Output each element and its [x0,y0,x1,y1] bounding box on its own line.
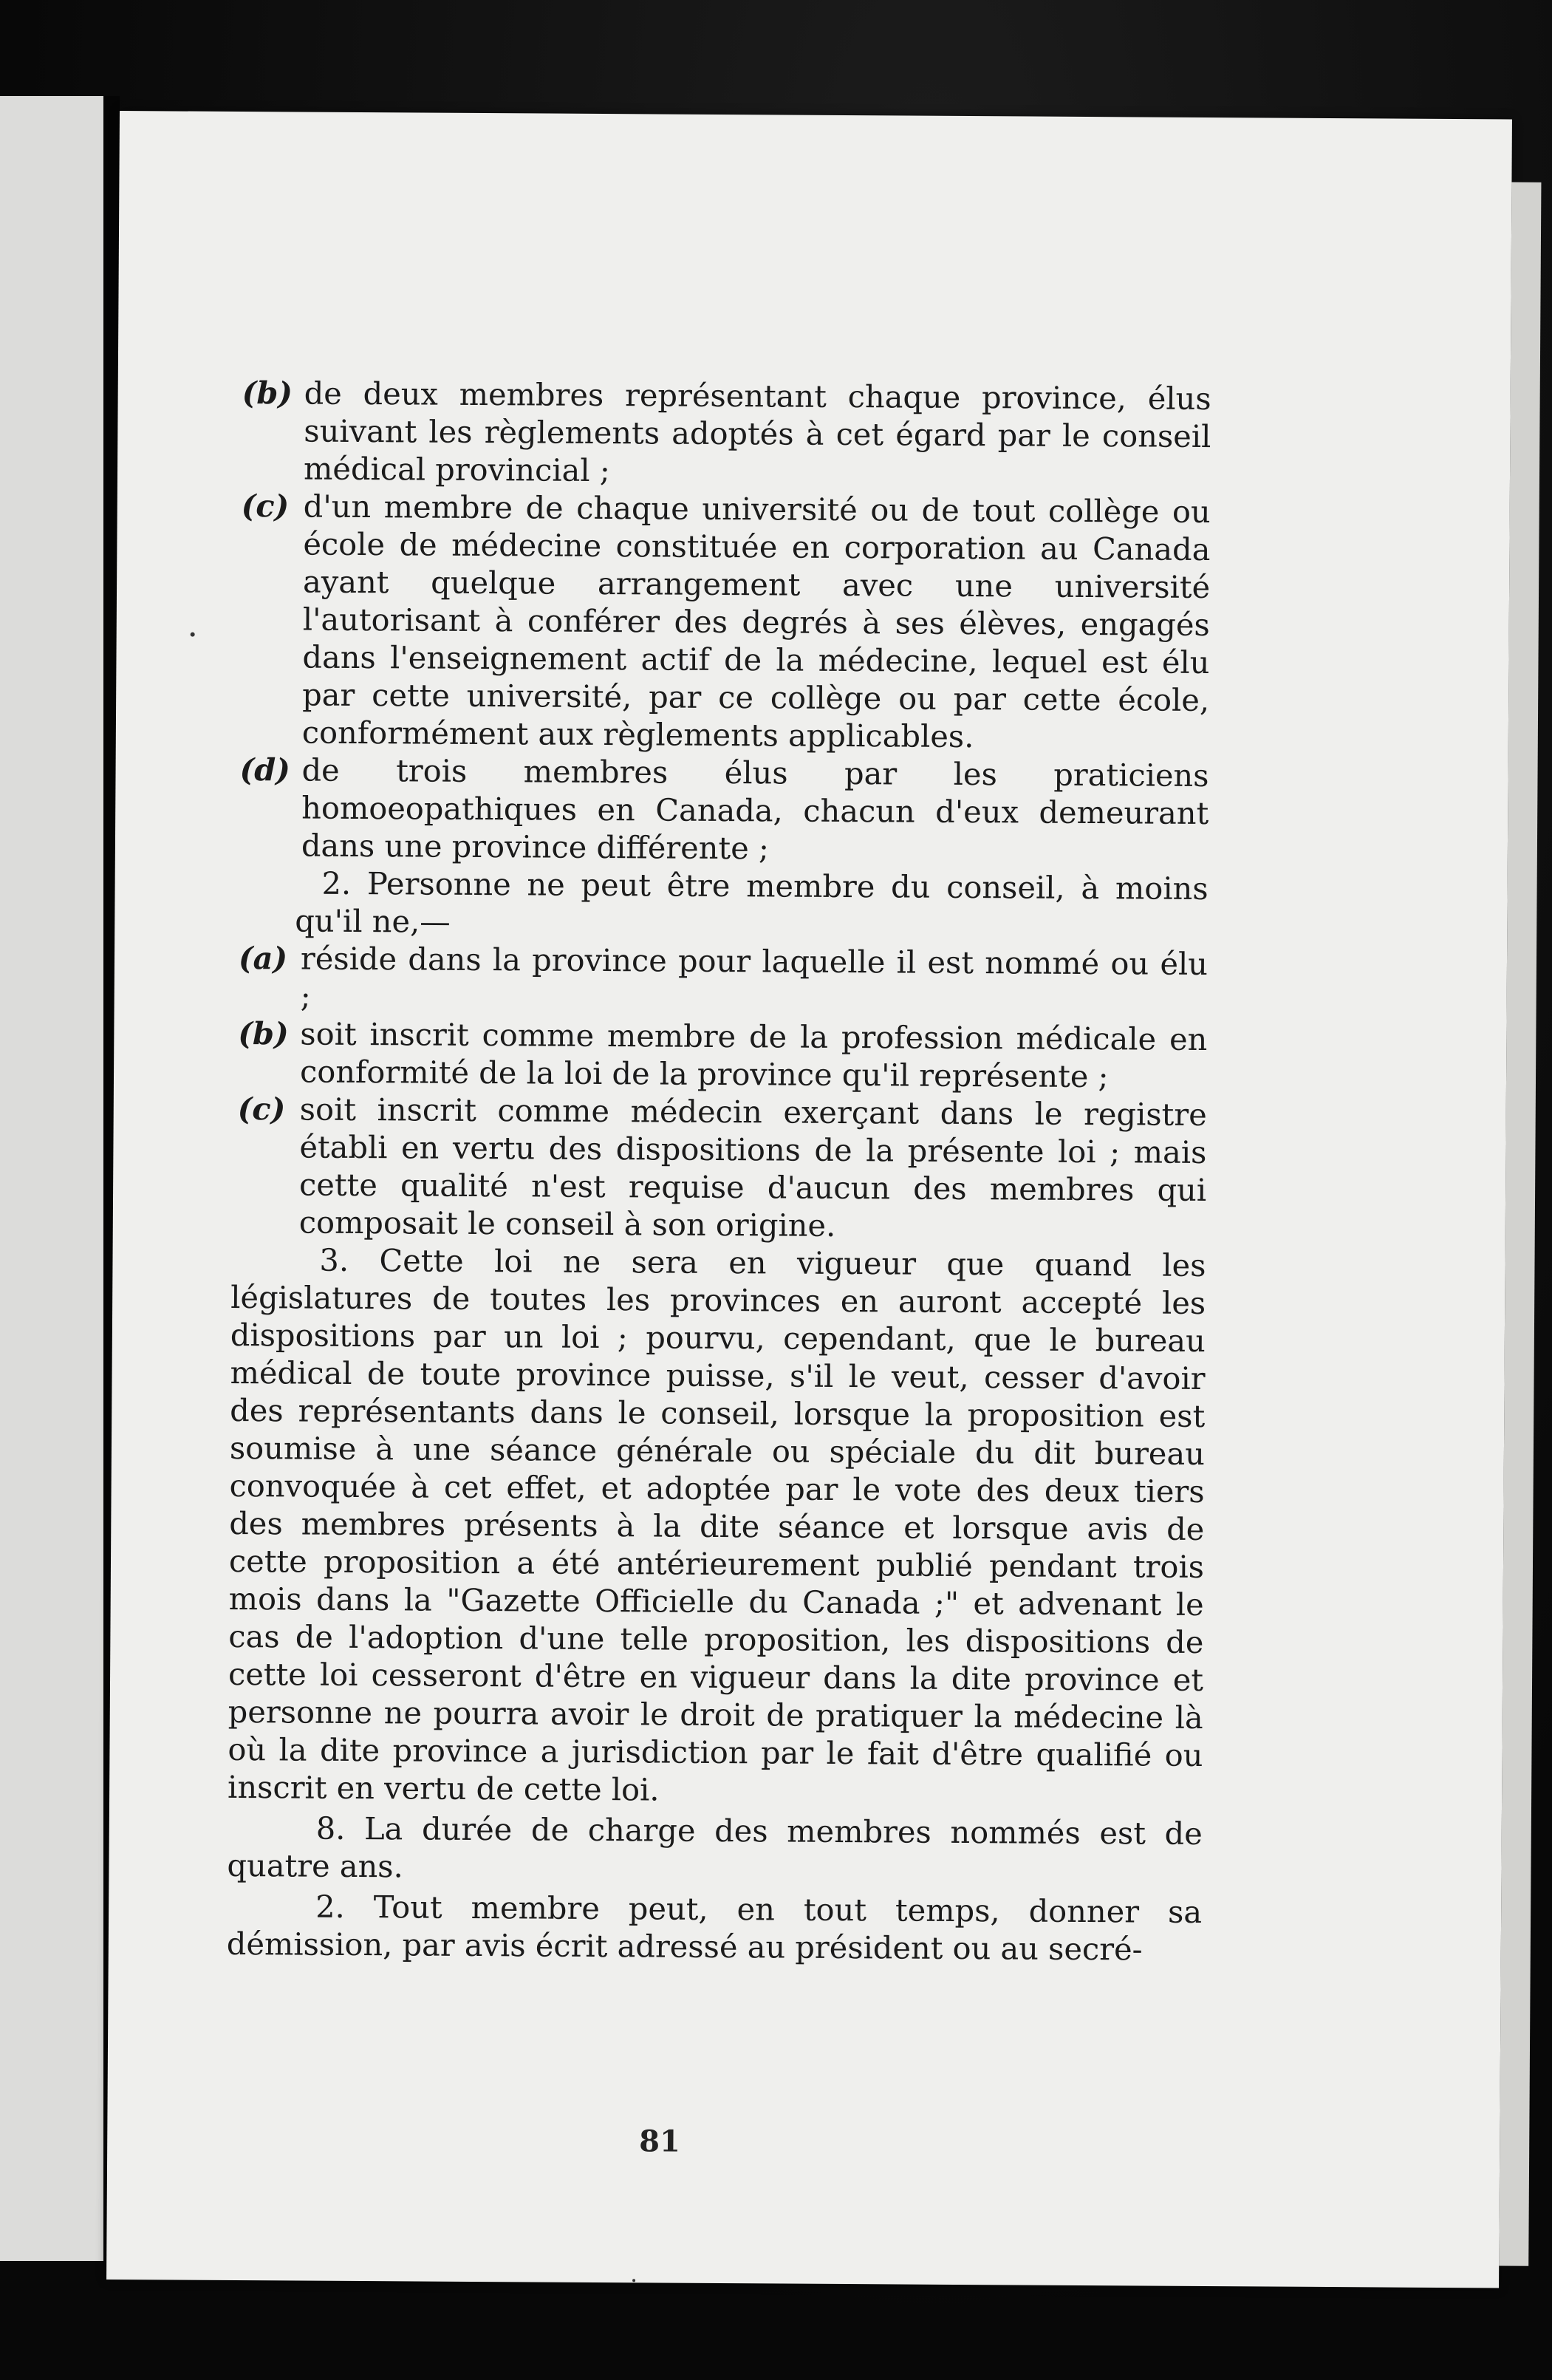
clause-c-university [234,487,1211,757]
clause-label: (d) [239,751,291,788]
clause-b-registration [232,1015,1208,1096]
section-8-2-resignation: 2. Tout membre peut, en tout temps, donner sa démission, par avis écrit adressé au président ou au secré- [226,1888,1203,1968]
clause-label: (c) [241,488,290,525]
clause-label: (b) [242,375,293,412]
clause-label: (a) [238,940,288,977]
document-page [106,111,1512,2288]
section-8-term: 8. La durée de charge des membres nommés est de quatre ans. [227,1810,1203,1885]
facing-page-edge [0,96,103,2261]
clause-a-residence [233,939,1209,1020]
clause-d-homoeopaths [233,751,1209,870]
scan-speck [632,2279,635,2282]
section-3-effective-date: 3. Cette loi ne sera en vigueur que quand les législatures de toutes les provinces en auront accepté les dispositions par un loi ; pourvu, cependant, que le bureau médical de toute province puisse, s'il le veut, cesser d'avoir des représentants dans le conseil, lorsque la proposition est soumise à une séance générale ou spéciale du dit bureau convoquée à cet effet, et adoptée par le vote des deux tiers des membres présents à la dite séance et lorsque avis de cette proposition a été antérieurement publié pendant trois mois dans la "Gazette Officielle du Canada ;" et advenant le cas de l'adoption d'une telle proposition, les dispositions de cette loi cesseront d'être en vigueur dans la dite province et personne ne pourra avoir le droit de pratiquer la médecine là où la dite province a jurisdiction par le fait d'être qualifié ou inscrit en vertu de cette loi. [227,1241,1206,1808]
page-text [227,374,1211,1968]
clause-text: soit inscrit comme membre de la profession médicale en conformité de la loi de la province qu'il représente ; [299,1015,1208,1095]
page-number: 81 [639,2124,681,2159]
clause-label: (c) [237,1091,286,1128]
clause-b-representatives [236,374,1211,493]
scan-speck [191,632,195,637]
clause-text: d'un membre de chaque université ou de tout collège ou école de médecine constituée en corporation au Canada ayant quelque arrangement avec une université l'autorisant à conférer des degrés à ses élèves, engagés dans l'enseignement actif de la médecine, lequel est élu par cette université, par ce collège ou par cette école, conformément aux règlements applicables. [301,488,1211,755]
clause-label: (b) [238,1015,289,1052]
clause-text: de trois membres élus par les praticiens homoeopathiques en Canada, chacun d'eux demeurant dans une province différente ; [301,751,1209,867]
clause-text: de deux membres représentant chaque province, élus suivant les règlements adoptés à cet égard par le conseil médical provincial ; [303,375,1211,489]
clause-c-practising-register [231,1090,1207,1247]
clause-text: réside dans la province pour laquelle il est nommé ou élu ; [300,940,1209,1015]
section-2-eligibility: 2. Personne ne peut être membre du conseil, à moins qu'il ne,— [295,865,1209,940]
clause-text: soit inscrit comme médecin exerçant dans le registre établi en vertu des dispositions de la présente loi ; mais cette qualité n'est requise d'aucun des membres qui composait le conseil à son origine. [298,1091,1207,1244]
